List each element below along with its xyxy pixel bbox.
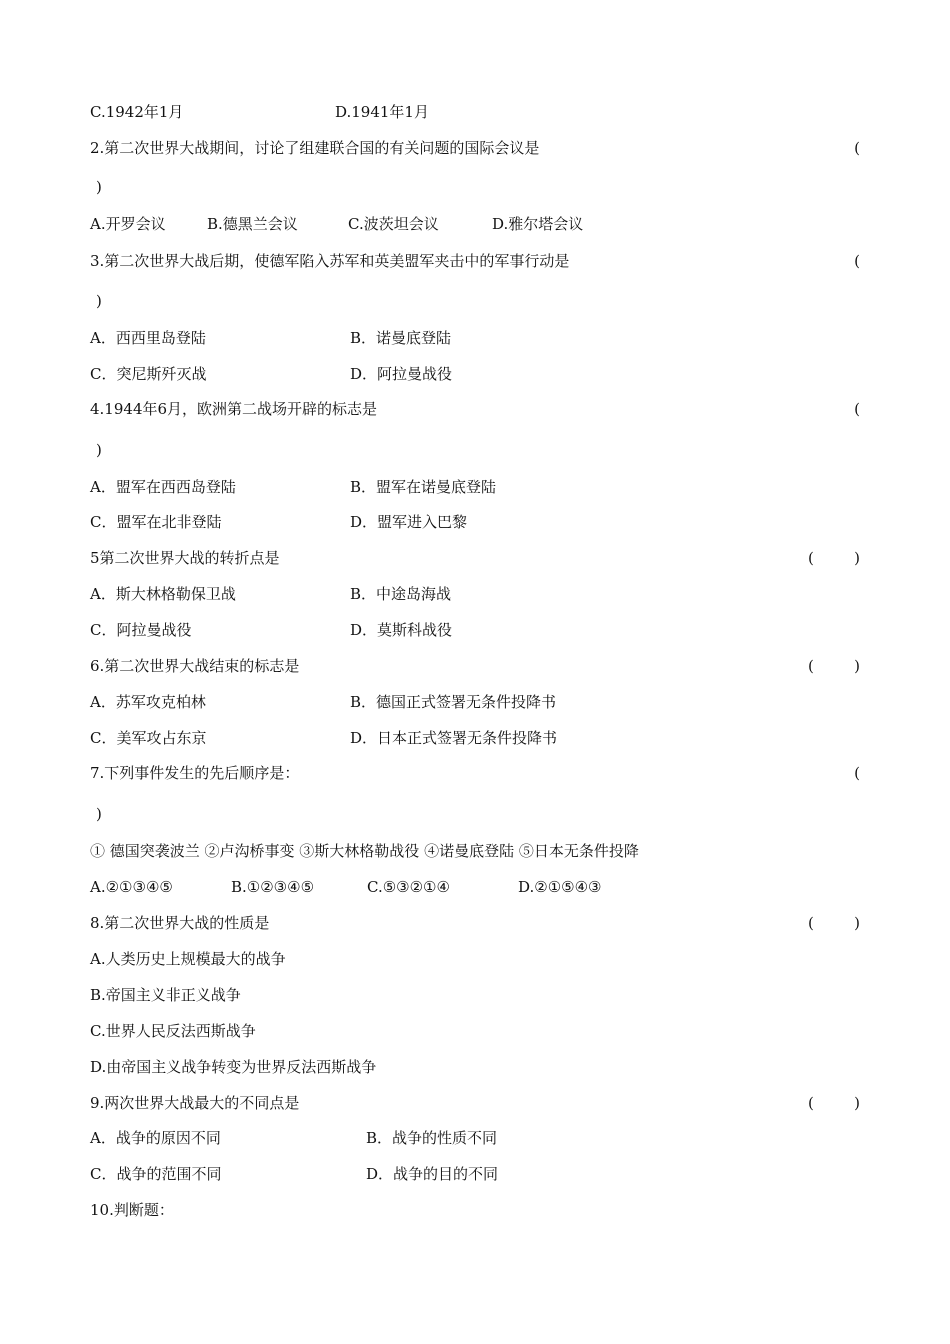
q9-options-cd <box>90 1163 860 1185</box>
q7-events-line <box>90 840 860 862</box>
q3-options-cd <box>90 363 860 385</box>
q7-answer-close-line <box>90 803 860 825</box>
q8-stem-line <box>90 912 860 934</box>
q6-stem: 6.第二次世界大战结束的标志是 <box>90 657 300 675</box>
q7-option-b: B.①②③④⑤ <box>231 878 315 896</box>
q4-stem-line <box>90 398 860 420</box>
q7-stem: 7.下列事件发生的先后顺序是： <box>90 764 300 782</box>
q1-option-d: D.1941年1月 <box>335 103 429 121</box>
q2-option-c: C.波茨坦会议 <box>348 215 439 233</box>
q7-events: ① 德国突袭波兰 ②卢沟桥事变 ③斯大林格勒战役 ④诺曼底登陆 ⑤日本无条件投降 <box>90 842 639 860</box>
q9-options-ab <box>90 1127 860 1149</box>
q5-stem: 5第二次世界大战的转折点是 <box>90 549 280 567</box>
q2-answer-close: ) <box>96 178 102 196</box>
q5-option-c: C．阿拉曼战役 <box>90 621 192 639</box>
q2-answer-close-line <box>90 176 860 198</box>
q3-answer-open: ( <box>854 252 860 270</box>
q7-stem-line <box>90 762 860 784</box>
q9-stem: 9.两次世界大战最大的不同点是 <box>90 1094 300 1112</box>
q7-options <box>90 876 860 898</box>
q7-option-a: A.②①③④⑤ <box>90 878 173 896</box>
q7-answer-close: ) <box>96 805 102 823</box>
q5-options-ab <box>90 583 860 605</box>
q9-answer-close: ) <box>854 1094 860 1112</box>
q6-option-a: A．苏军攻克柏林 <box>90 693 206 711</box>
q7-answer-open: ( <box>854 764 860 782</box>
q4-option-b: B．盟军在诺曼底登陆 <box>350 478 497 496</box>
q2-option-d: D.雅尔塔会议 <box>492 215 584 233</box>
q2-answer-open: ( <box>854 139 860 157</box>
q1-options-cd <box>90 101 860 123</box>
q9-option-b: B．战争的性质不同 <box>366 1129 498 1147</box>
q5-answer-open: ( <box>808 549 814 567</box>
q9-option-a: A．战争的原因不同 <box>90 1129 221 1147</box>
q10-stem: 10.判断题： <box>90 1201 174 1219</box>
q7-option-c: C.⑤③②①④ <box>367 878 450 896</box>
q6-options-ab <box>90 691 860 713</box>
q4-answer-close-line <box>90 439 860 461</box>
q4-answer-close: ) <box>96 441 102 459</box>
q8-option-b: B.帝国主义非正义战争 <box>90 986 241 1004</box>
q6-answer-close: ) <box>854 657 860 675</box>
q8-option-d: D.由帝国主义战争转变为世界反法西斯战争 <box>90 1058 377 1076</box>
q4-stem: 4.1944年6月，欧洲第二战场开辟的标志是 <box>90 400 378 418</box>
q8-stem: 8.第二次世界大战的性质是 <box>90 914 270 932</box>
q8-answer-open: ( <box>808 914 814 932</box>
q6-option-b: B．德国正式签署无条件投降书 <box>350 693 557 711</box>
q3-answer-close: ) <box>96 292 102 310</box>
q8-option-d-line <box>90 1056 860 1078</box>
q3-stem: 3.第二次世界大战后期，使德军陷入苏军和英美盟军夹击中的军事行动是 <box>90 252 570 270</box>
q5-answer-close: ) <box>854 549 860 567</box>
q8-option-a-line <box>90 948 860 970</box>
q1-option-c: C.1942年1月 <box>90 103 184 121</box>
q4-option-d: D．盟军进入巴黎 <box>350 513 468 531</box>
q8-option-a: A.人类历史上规模最大的战争 <box>90 950 286 968</box>
q4-option-c: C．盟军在北非登陆 <box>90 513 222 531</box>
q3-option-b: B．诺曼底登陆 <box>350 329 452 347</box>
q3-option-d: D．阿拉曼战役 <box>350 365 453 383</box>
q8-option-b-line <box>90 984 860 1006</box>
q4-answer-open: ( <box>854 400 860 418</box>
q3-option-a: A．西西里岛登陆 <box>90 329 206 347</box>
q2-options <box>90 213 860 235</box>
q5-option-a: A．斯大林格勒保卫战 <box>90 585 236 603</box>
q9-option-c: C．战争的范围不同 <box>90 1165 222 1183</box>
q2-option-b: B.德黑兰会议 <box>207 215 298 233</box>
q5-option-b: B．中途岛海战 <box>350 585 452 603</box>
q5-option-d: D．莫斯科战役 <box>350 621 453 639</box>
q3-options-ab <box>90 327 860 349</box>
q4-options-ab <box>90 476 860 498</box>
q8-option-c: C.世界人民反法西斯战争 <box>90 1022 256 1040</box>
q3-stem-line <box>90 250 860 272</box>
q6-answer-open: ( <box>808 657 814 675</box>
q3-answer-close-line <box>90 290 860 312</box>
q6-option-c: C．美军攻占东京 <box>90 729 207 747</box>
q10-stem-line <box>90 1199 860 1221</box>
q9-stem-line <box>90 1092 860 1114</box>
q4-options-cd <box>90 511 860 533</box>
q6-options-cd <box>90 727 860 749</box>
q2-option-a: A.开罗会议 <box>90 215 166 233</box>
q4-option-a: A．盟军在西西岛登陆 <box>90 478 236 496</box>
q6-stem-line <box>90 655 860 677</box>
q8-answer-close: ) <box>854 914 860 932</box>
q8-option-c-line <box>90 1020 860 1042</box>
q7-option-d: D.②①⑤④③ <box>518 878 602 896</box>
q3-option-c: C．突尼斯歼灭战 <box>90 365 207 383</box>
q2-stem-line <box>90 137 860 159</box>
q6-option-d: D．日本正式签署无条件投降书 <box>350 729 558 747</box>
q9-option-d: D．战争的目的不同 <box>366 1165 499 1183</box>
q5-stem-line <box>90 547 860 569</box>
q9-answer-open: ( <box>808 1094 814 1112</box>
q5-options-cd <box>90 619 860 641</box>
q2-stem: 2.第二次世界大战期间，讨论了组建联合国的有关问题的国际会议是 <box>90 139 540 157</box>
